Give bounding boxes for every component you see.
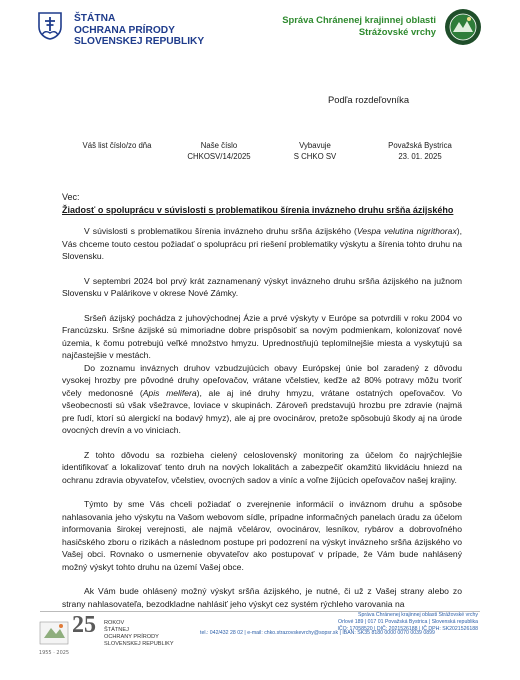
latin-name: Apis melifera	[142, 387, 197, 398]
address-line-3: IČO: 17058520 | DIČ: 2021526188 | IČ DPH: SK2021526188	[337, 626, 478, 632]
organization-name	[74, 13, 204, 48]
paragraph	[62, 362, 462, 437]
letter-body	[62, 225, 462, 622]
text-span: Do zoznamu inváznych druhov vzbudzujúcich obavy Európskej únie bol zaradený z dôvodu vysokej hrozby pre pôvodné druhy opeľovačov, vrátane včelstiev, keďže až 80% potravy môžu tvoriť včely medonosné (	[62, 362, 462, 398]
anniv-line-1: ROKOV	[104, 620, 125, 626]
anniversary-text	[104, 620, 174, 648]
paragraph: Týmto by sme Vás chceli požiadať o zverejnenie informácií o inváznom druhu a spôsobe nahlasovania jeho výskytu na Vašom webovom sídle, prípadne informačných panelach úradu za účelom informovania širokej verejnosti, ale najmä včelárov, ovocinárov, lesníkov, rybárov a dobrovoľného hasičského zboru o rizikách a následnom postupe pri podozrení na výskyt invázneho sršňa ázijského vo Vašej obci. Rovnako o usmernenie obyvateľov ako postupovať v prípade, že Vám bude nahlásený možný výskyt tohto druhu na území Vašej obce.	[62, 499, 462, 572]
recipient: Podľa rozdeľovníka	[328, 94, 410, 105]
reference-label: Považská Bystrica	[388, 141, 452, 150]
anniversary-years: 1955 · 2025	[38, 650, 70, 656]
latin-name: Vespa velutina nigrithorax	[356, 226, 457, 236]
paragraph: Z tohto dôvodu sa rozbieha cielený celoslovenský monitoring za účelom čo najrýchlejšie identifikovať a lokalizovať tento druh na nových lokalitách a zabezpečiť okamžitú likvidáciu hniezd na ochranu zdravia obyvateľov, včelstiev, ovocných sadov a viníc a voľne žijúcich opeľovačov našej krajiny.	[62, 449, 462, 485]
paragraph	[62, 225, 462, 263]
paragraph: V septembri 2024 bol prvý krát zaznamenaný výskyt invázneho druhu sršňa ázijského na južnom Slovensku v Palárikove v okrese Nové Zámky.	[62, 275, 462, 298]
authority-name	[282, 14, 436, 38]
subject-prefix: Vec:	[62, 192, 80, 202]
reference-label: Váš list číslo/zo dňa	[82, 141, 152, 150]
reference-value: CHKOSV/14/2025	[187, 152, 251, 161]
reference-column	[260, 140, 370, 162]
subject-line: Žiadosť o spoluprácu v súvislosti s problematikou šírenia invázneho druhu sršňa ázijského	[62, 205, 454, 215]
address-block	[337, 612, 478, 633]
text-span: V súvislosti s problematikou šírenia invázneho druhu sršňa ázijského (	[84, 226, 357, 236]
text-span: ), ale aj iné druhy hmyzu, vrátane ostatných opeľovačov. Vo všeobecnosti sú však všežravce, loviace v skupinách. Zároveň predstavujú hrozbu pre zdravie (najmä pre ľudí, ktorí sú alergickí na bodavý hmyz), ale aj pre ovocinárov, pretože spôsobujú škody aj na úrode ovocných drevín a vo viniciach.	[62, 387, 462, 435]
reference-value: S CHKO SV	[293, 152, 337, 161]
org-line-1: ŠTÁTNA	[74, 13, 116, 24]
reference-column	[62, 140, 172, 151]
reference-label: Naše číslo	[200, 141, 238, 150]
org-line-2: OCHRANA PRÍRODY	[74, 24, 175, 36]
paragraph: Sršeň ázijský pochádza z juhovýchodnej Ázie a prvé výskyty v Európe sa potvrdili v roku 2004 vo Francúzsku. Sršne ázijské sú mimoriadne dobre prispôsobiť sa novým podmienkam, kolonizovať nové územia, k čomu potrebujú veľké množstvo hmyzu. Uprednostňujú teplomilnejšie miesta a vyskytujú sa najčastejšie v mestách.	[62, 312, 462, 360]
reference-column	[365, 140, 475, 162]
reference-column	[164, 140, 274, 162]
org-line-3: SLOVENSKEJ REPUBLIKY	[74, 36, 205, 47]
slovak-coat-of-arms-icon	[38, 12, 62, 40]
authority-line-2: Strážovské vrchy	[358, 26, 436, 37]
anniv-line-3: OCHRANY PRÍRODY	[104, 634, 159, 640]
address-line-2: Orlové 189 | 017 01 Považská Bystrica | Slovenská republika	[338, 619, 478, 625]
anniversary-number: 25	[72, 612, 96, 638]
anniversary-logo-icon	[34, 618, 74, 660]
authority-line-1: Správa Chránenej krajinnej oblasti	[282, 14, 436, 25]
protected-area-badge-icon	[444, 8, 482, 46]
contact-line: tel.: 042/432 28 02 | e-mail: chko.strazovskevrchy@sopsr.sk | IBAN: SK35 8180 0000 0070 0039 0899	[200, 630, 435, 636]
anniv-line-2: ŠTÁTNEJ	[104, 627, 129, 633]
reference-value: 23. 01. 2025	[398, 152, 442, 161]
anniv-line-4: SLOVENSKEJ REPUBLIKY	[104, 641, 174, 647]
address-line-1: Správa Chránenej krajinnej oblasti Strážovské vrchy	[358, 612, 478, 618]
reference-label: Vybavuje	[299, 141, 331, 150]
text-span: ), Vás chceme touto cestou požiadať o spoluprácu pri riešení problematiky výskytu a šírenia tohto druhu na Slovensku.	[62, 226, 462, 261]
paragraph: Ak Vám bude ohlásený možný výskyt sršňa ázijského, je nutné, či už z Vašej strany alebo zo strany nahlasovateľa, bezodkladne nahlásiť jeho výskyt cez systém rýchleho varovania na	[62, 586, 462, 609]
